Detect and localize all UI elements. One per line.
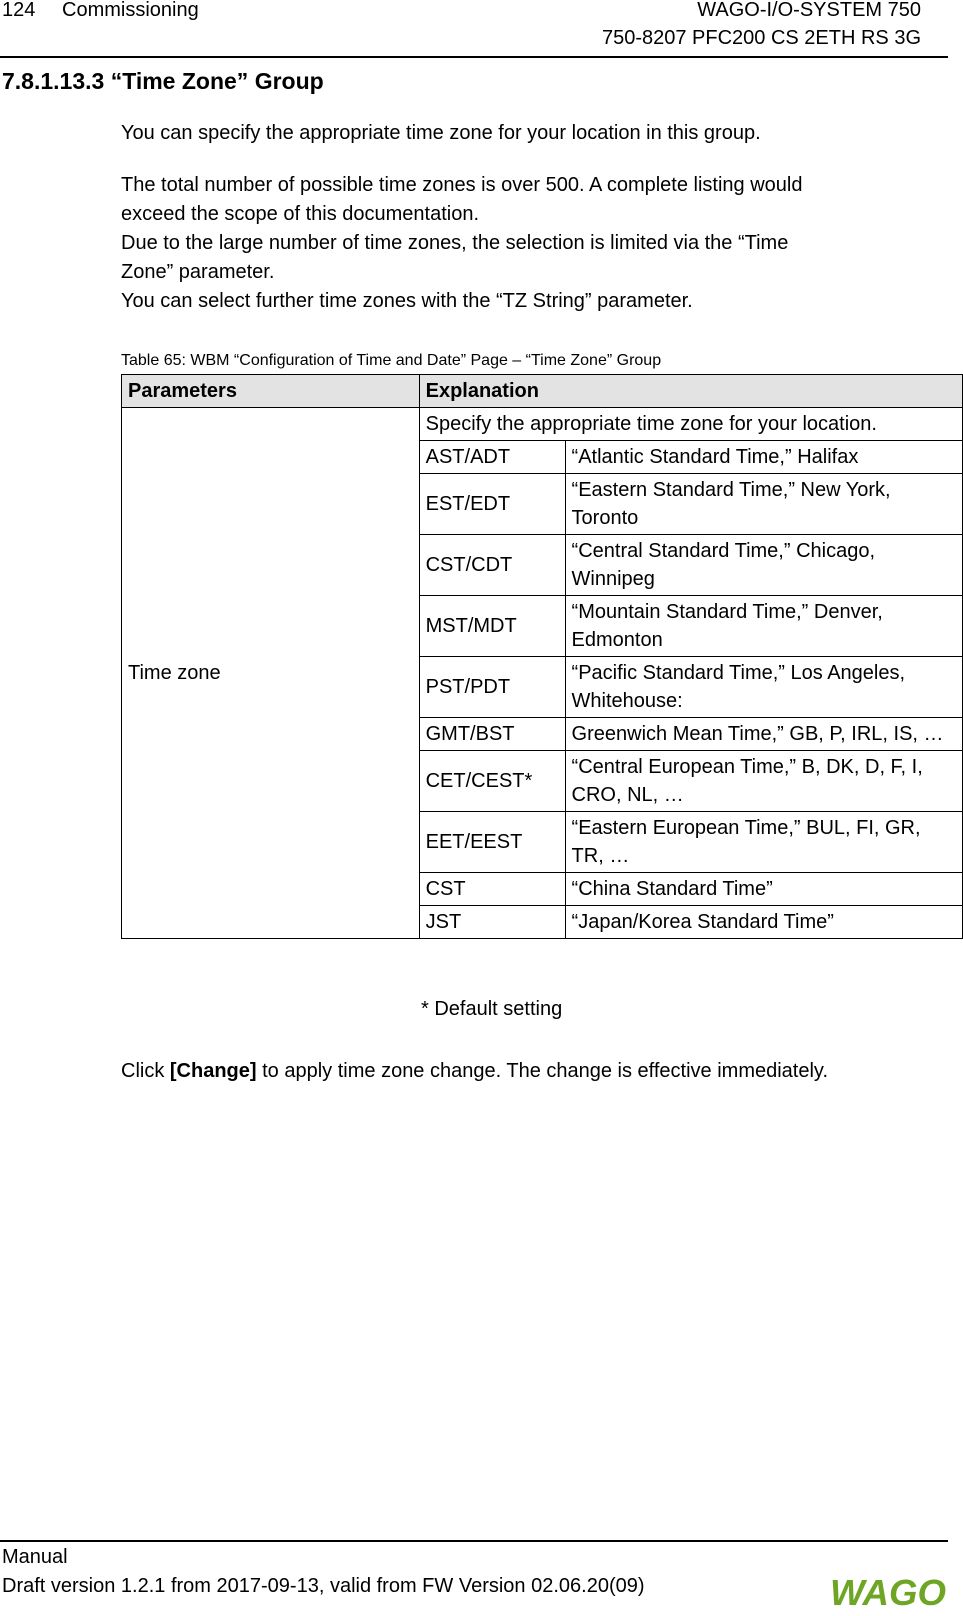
svg-text:WAGO: WAGO: [830, 1575, 946, 1609]
zone-code: CST: [419, 873, 565, 906]
paragraph-line: The total number of possible time zones is over 500. A complete listing would: [121, 174, 803, 196]
instruction-paragraph: [121, 1057, 828, 1086]
time-zone-table: [121, 374, 963, 939]
system-title: WAGO-I/O-SYSTEM 750: [697, 0, 921, 21]
header-rule: [0, 56, 948, 58]
change-button-reference: [Change]: [169, 1060, 257, 1082]
zone-desc: “Eastern Standard Time,” New York, Toronto: [565, 474, 962, 535]
zone-code: JST: [419, 906, 565, 939]
paragraph-line: You can select further time zones with the “TZ String” parameter.: [121, 290, 693, 312]
zone-desc: “Atlantic Standard Time,” Halifax: [565, 441, 962, 474]
description-cell: Specify the appropriate time zone for your location.: [419, 408, 962, 441]
zone-desc: “Japan/Korea Standard Time”: [565, 906, 962, 939]
zone-desc: “China Standard Time”: [565, 873, 962, 906]
param-name-cell: Time zone: [122, 408, 420, 939]
zone-code: PST/PDT: [419, 657, 565, 718]
page-number: 124: [2, 0, 36, 21]
zone-desc: “Pacific Standard Time,” Los Angeles, Whitehouse:: [565, 657, 962, 718]
zone-code: AST/ADT: [419, 441, 565, 474]
section-number: 7.8.1.13.3: [2, 68, 105, 94]
footer-version: Draft version 1.2.1 from 2017-09-13, valid from FW Version 02.06.20(09): [2, 1575, 645, 1597]
table-footnote: * Default setting: [421, 998, 563, 1020]
zone-code: GMT/BST: [419, 718, 565, 751]
zone-code: EET/EEST: [419, 812, 565, 873]
zone-desc: “Central European Time,” B, DK, D, F, I, CRO, NL, …: [565, 751, 962, 812]
paragraph-line: Due to the large number of time zones, the selection is limited via the “Time: [121, 232, 789, 254]
footer-doc-type: Manual: [2, 1546, 68, 1568]
product-title: 750-8207 PFC200 CS 2ETH RS 3G: [601, 27, 921, 49]
chapter-title: Commissioning: [62, 0, 199, 21]
col-header-parameters: Parameters: [122, 375, 420, 408]
table-caption: Table 65: WBM “Configuration of Time and Date” Page – “Time Zone” Group: [121, 352, 662, 369]
intro-paragraph: You can specify the appropriate time zone for your location in this group.: [121, 122, 761, 144]
wago-logo: [830, 1575, 948, 1609]
paragraph-line: exceed the scope of this documentation.: [121, 203, 480, 225]
table-header-row: [122, 375, 963, 408]
table-row: [122, 408, 963, 441]
instruction-suffix: to apply time zone change. The change is effective immediately.: [256, 1060, 828, 1082]
zone-desc: “Eastern European Time,” BUL, FI, GR, TR, …: [565, 812, 962, 873]
section-heading: [2, 68, 324, 95]
wago-logo-icon: [830, 1575, 948, 1609]
body-paragraph: [121, 171, 802, 316]
zone-desc: Greenwich Mean Time,” GB, P, IRL, IS, …: [565, 718, 962, 751]
section-title: “Time Zone” Group: [110, 68, 324, 94]
zone-code: CET/CEST*: [419, 751, 565, 812]
zone-desc: “Mountain Standard Time,” Denver, Edmonton: [565, 596, 962, 657]
paragraph-line: Zone” parameter.: [121, 261, 275, 283]
zone-code: MST/MDT: [419, 596, 565, 657]
zone-code: CST/CDT: [419, 535, 565, 596]
zone-desc: “Central Standard Time,” Chicago, Winnipeg: [565, 535, 962, 596]
footer-rule: [0, 1540, 948, 1542]
col-header-explanation: Explanation: [419, 375, 962, 408]
zone-code: EST/EDT: [419, 474, 565, 535]
instruction-prefix: Click: [121, 1060, 170, 1082]
